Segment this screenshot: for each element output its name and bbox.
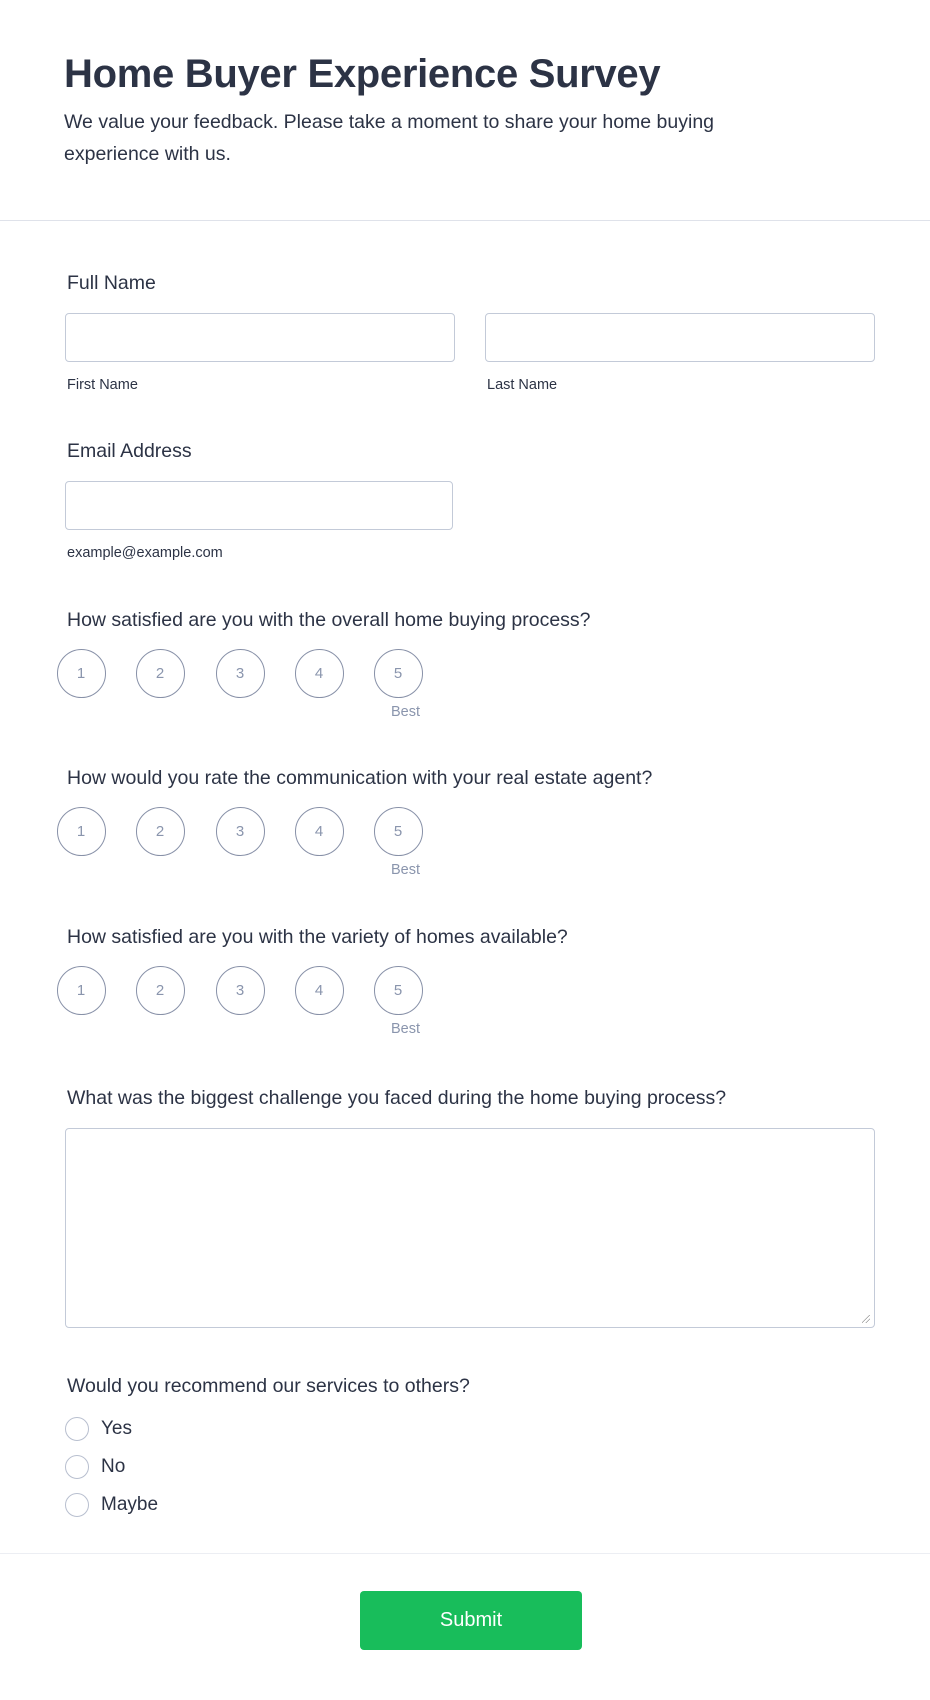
submit-button[interactable]: Submit bbox=[360, 1591, 582, 1650]
rating-option-2[interactable]: 2 bbox=[136, 807, 185, 856]
rating-best-label: Best bbox=[391, 862, 421, 878]
rating-option-1[interactable]: 1 bbox=[57, 966, 106, 1015]
page-subtitle: We value your feedback. Please take a moment to share your home buying experience with us. bbox=[64, 111, 715, 165]
footer-divider bbox=[0, 1553, 930, 1554]
page-title: Home Buyer Experience Survey bbox=[64, 52, 661, 96]
radio-label-maybe[interactable]: Maybe bbox=[101, 1494, 159, 1515]
first-name-input[interactable] bbox=[65, 313, 455, 362]
resize-grip-icon[interactable] bbox=[862, 1315, 870, 1323]
email-sublabel: example@example.com bbox=[67, 545, 223, 561]
radio-label-no[interactable]: No bbox=[101, 1456, 126, 1477]
recommend-question: Would you recommend our services to others? bbox=[67, 1375, 470, 1397]
rating-option-5[interactable]: 5 bbox=[374, 807, 423, 856]
email-label: Email Address bbox=[67, 440, 192, 462]
challenge-question: What was the biggest challenge you faced during the home buying process? bbox=[67, 1087, 727, 1109]
rating-best-label: Best bbox=[391, 1021, 421, 1037]
rating-option-1[interactable]: 1 bbox=[57, 807, 106, 856]
rating-question: How would you rate the communication with your real estate agent? bbox=[67, 767, 653, 789]
challenge-textarea[interactable] bbox=[65, 1128, 875, 1328]
rating-option-5[interactable]: 5 bbox=[374, 649, 423, 698]
rating-option-1[interactable]: 1 bbox=[57, 649, 106, 698]
radio-yes[interactable] bbox=[65, 1417, 89, 1441]
rating-option-4[interactable]: 4 bbox=[295, 966, 344, 1015]
rating-option-4[interactable]: 4 bbox=[295, 807, 344, 856]
rating-option-2[interactable]: 2 bbox=[136, 966, 185, 1015]
rating-question: How satisfied are you with the overall home buying process? bbox=[67, 609, 591, 631]
rating-best-label: Best bbox=[391, 704, 421, 720]
full-name-label: Full Name bbox=[67, 272, 156, 294]
rating-option-2[interactable]: 2 bbox=[136, 649, 185, 698]
rating-question: How satisfied are you with the variety of homes available? bbox=[67, 926, 568, 948]
last-name-input[interactable] bbox=[485, 313, 875, 362]
last-name-sublabel: Last Name bbox=[487, 377, 558, 393]
first-name-sublabel: First Name bbox=[67, 377, 138, 393]
rating-option-3[interactable]: 3 bbox=[216, 649, 265, 698]
rating-option-5[interactable]: 5 bbox=[374, 966, 423, 1015]
email-input[interactable] bbox=[65, 481, 453, 530]
header-divider bbox=[0, 220, 930, 221]
radio-label-yes[interactable]: Yes bbox=[101, 1418, 132, 1439]
rating-option-3[interactable]: 3 bbox=[216, 807, 265, 856]
rating-option-3[interactable]: 3 bbox=[216, 966, 265, 1015]
rating-option-4[interactable]: 4 bbox=[295, 649, 344, 698]
radio-no[interactable] bbox=[65, 1455, 89, 1479]
radio-maybe[interactable] bbox=[65, 1493, 89, 1517]
